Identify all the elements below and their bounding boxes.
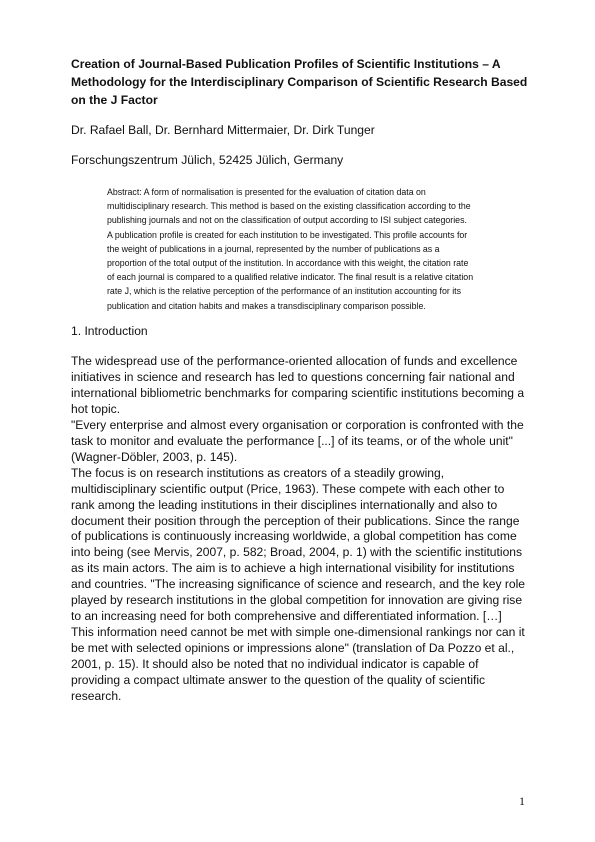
body-line: 2001, p. 15). It should also be noted that no individual indicator is capable of bbox=[71, 657, 479, 672]
body-line: providing a compact ultimate answer to the question of the quality of scientific bbox=[71, 673, 486, 688]
section-heading: 1. Introduction bbox=[71, 324, 148, 338]
body-line: international bibliometric benchmarks for comparing scientific institutions becoming a bbox=[71, 385, 525, 400]
abstract-line: rate J, which is the relative perception of the performance of an institution accounting for its bbox=[107, 286, 462, 297]
abstract-line: proportion of the total output of the institution. In accordance with this weight, the citation rate bbox=[107, 258, 469, 269]
body-line: The focus is on research institutions as creators of a steadily growing, bbox=[71, 465, 445, 480]
title-line: Methodology for the Interdisciplinary Comparison of Scientific Research Based bbox=[71, 75, 528, 89]
body-line: "Every enterprise and almost every organisation or corporation is confronted with the bbox=[71, 417, 524, 432]
body-line: of publications is continuously increasing worldwide, a global competition has come bbox=[71, 529, 517, 544]
body-line: to an increasing need for both comprehensive and differentiated information. […] bbox=[71, 609, 502, 624]
body-text bbox=[71, 354, 541, 705]
title-line: on the J Factor bbox=[71, 93, 158, 107]
body-line: multidisciplinary scientific output (Price, 1963). These compete with each other to bbox=[71, 481, 505, 496]
body-line: The widespread use of the performance-oriented allocation of funds and excellence bbox=[71, 354, 518, 368]
abstract-line: Abstract: A form of normalisation is presented for the evaluation of citation data on bbox=[107, 187, 426, 197]
body-line: and countries. "The increasing significance of science and research, and the key role bbox=[71, 577, 526, 592]
abstract-line: publishing journals and not on the classification of output according to ISI subject categories. bbox=[107, 215, 467, 226]
abstract-line: A publication profile is created for each institution to be investigated. This profile accounts for bbox=[107, 229, 468, 240]
title-line: Creation of Journal-Based Publication Profiles of Scientific Institutions – A bbox=[71, 57, 501, 71]
body-line: be met with selected opinions or impressions alone" (translation of Da Pozzo et al., bbox=[71, 641, 515, 656]
body-line: rank among the leading institutions in their disciplines internationally and also to bbox=[71, 497, 498, 512]
abstract-line: multidisciplinary research. This method is based on the existing classification according to the bbox=[107, 201, 471, 212]
authors: Dr. Rafael Ball, Dr. Bernhard Mittermaier, Dr. Dirk Tunger bbox=[71, 123, 375, 137]
body-line: initiatives in science and research has led to questions concerning fair national and bbox=[71, 369, 515, 384]
page-number: 1 bbox=[519, 794, 525, 808]
body-line: hot topic. bbox=[71, 401, 121, 416]
abstract-line: of each journal is compared to a qualified relative indicator. The final result is a relative citation bbox=[107, 272, 474, 283]
body-line: task to monitor and evaluate the performance [...] of its teams, or of the whole unit" bbox=[71, 433, 513, 448]
abstract-line: the weight of publications in a journal, represented by the number of publications as a bbox=[107, 243, 440, 254]
abstract bbox=[107, 185, 532, 313]
paper-title bbox=[71, 55, 531, 109]
body-line: document their position through the perception of their publications. Since the range bbox=[71, 513, 520, 528]
body-line: as its main actors. The aim is to achieve a high international visibility for institutions bbox=[71, 561, 515, 576]
body-line: This information need cannot be met with simple one-dimensional rankings nor can it bbox=[71, 625, 525, 640]
abstract-line: publication and citation habits and makes a transdisciplinary comparison possible. bbox=[107, 300, 426, 311]
affiliation: Forschungszentrum Jülich, 52425 Jülich, Germany bbox=[71, 153, 344, 167]
body-line: into being (see Mervis, 2007, p. 582; Broad, 2004, p. 1) with the scientific institutions bbox=[71, 545, 523, 560]
body-line: played by research institutions in the global competition for innovation are giving rise bbox=[71, 593, 523, 608]
body-line: research. bbox=[71, 689, 122, 704]
body-line: (Wagner-Döbler, 2003, p. 145). bbox=[71, 449, 238, 464]
